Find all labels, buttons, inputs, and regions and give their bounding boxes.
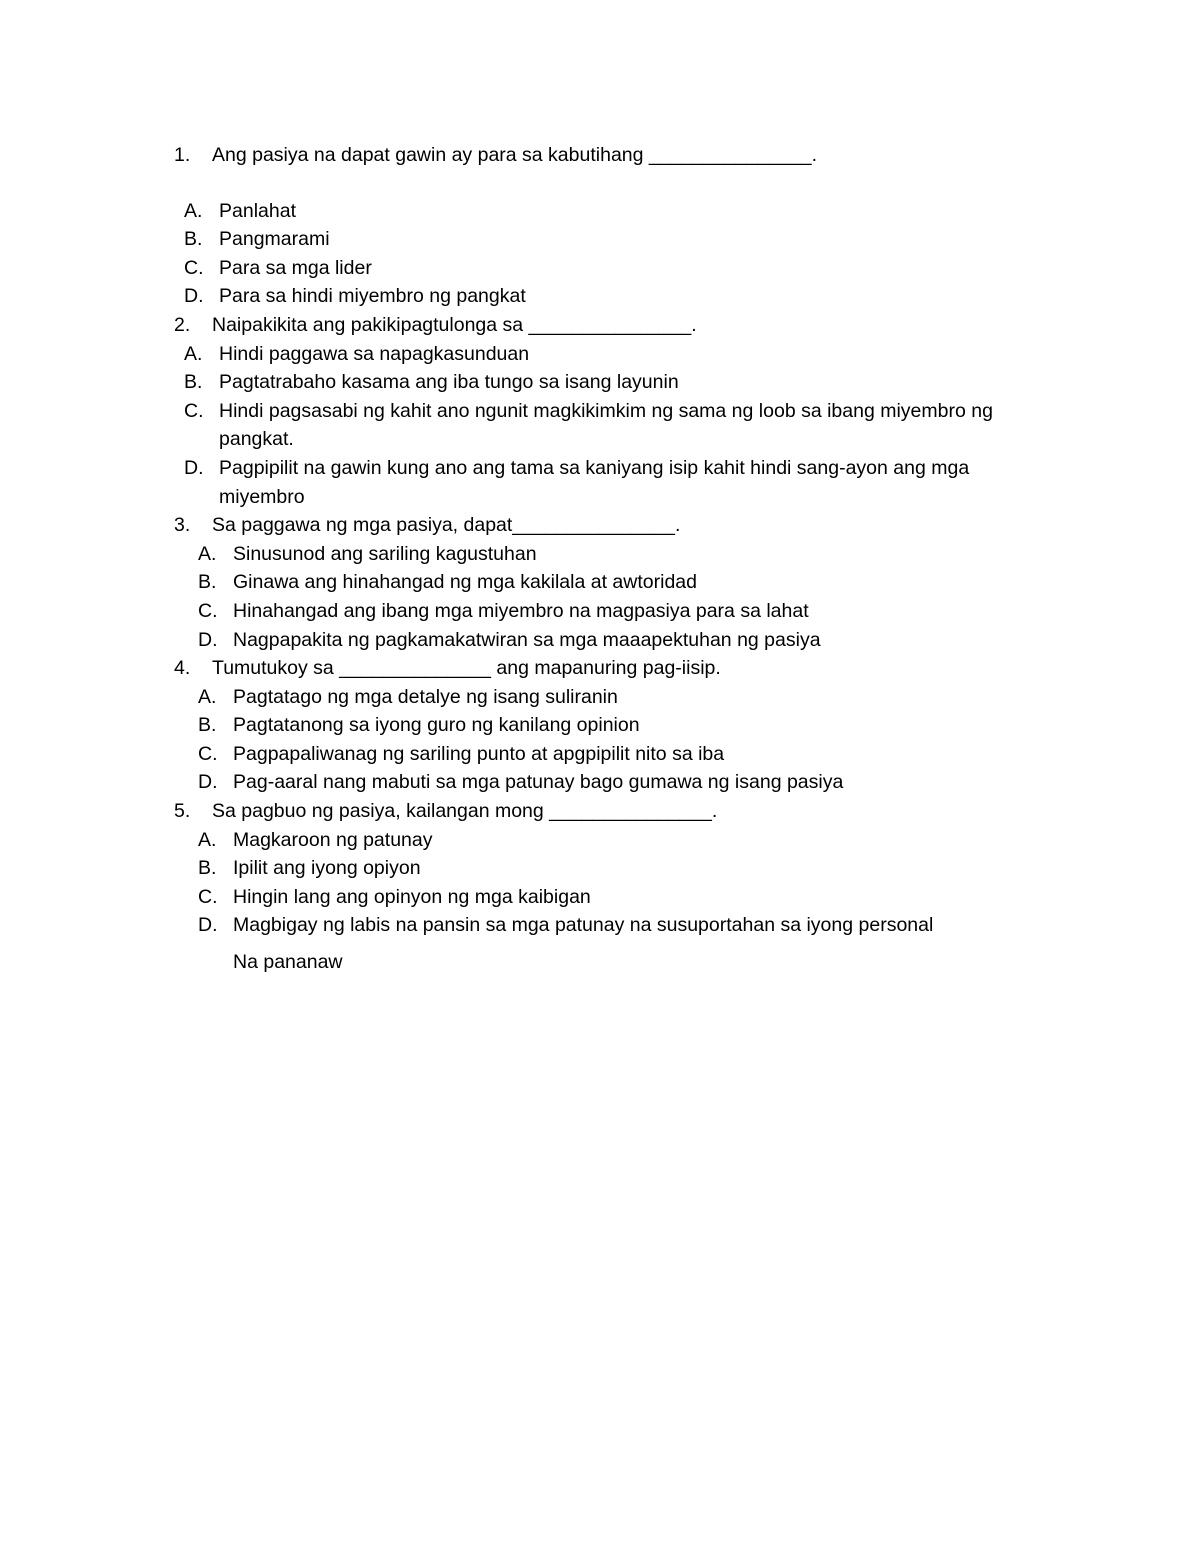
option-letter: B.	[184, 228, 203, 251]
option-2c	[174, 397, 1059, 454]
option-4c	[174, 740, 1054, 769]
question-number: 1.	[174, 144, 191, 166]
option-text: Pagpapaliwanag ng sariling punto at apgpipilit nito sa iba	[233, 742, 725, 765]
option-text: Nagpapakita ng pagkamakatwiran sa mga maaapektuhan ng pasiya	[233, 628, 821, 651]
question-2	[174, 311, 1054, 340]
option-text: Hindi pagsasabi ng kahit ano ngunit magkikimkim ng sama ng loob sa ibang miyembro ng pangkat.	[219, 399, 993, 451]
option-text: Pagtatago ng mga detalye ng isang suliranin	[233, 685, 618, 708]
question-3	[174, 511, 1054, 540]
option-1a	[174, 197, 1054, 226]
question-number: 2.	[174, 313, 191, 336]
option-5b	[174, 854, 1054, 883]
option-letter: D.	[184, 285, 204, 308]
option-4b	[174, 711, 1054, 740]
option-text: Sinusunod ang sariling kagustuhan	[233, 542, 537, 565]
option-letter: C.	[198, 599, 218, 622]
quiz-list	[174, 141, 1054, 977]
option-text: Hinahangad ang ibang mga miyembro na magpasiya para sa lahat	[233, 599, 809, 622]
option-letter: C.	[198, 885, 218, 908]
option-text: Ipilit ang iyong opiyon	[233, 857, 421, 880]
option-text: Pangmarami	[219, 228, 330, 251]
option-text: Pag-aaral nang mabuti sa mga patunay bago gumawa ng isang pasiya	[233, 771, 844, 794]
option-letter: A.	[184, 199, 203, 222]
option-5d	[174, 911, 1054, 940]
option-letter: D.	[198, 628, 218, 651]
question-4	[174, 654, 1054, 683]
option-letter: D.	[184, 456, 204, 479]
option-1d	[174, 282, 1054, 311]
option-text: Magkaroon ng patunay	[233, 828, 433, 851]
option-text: Hindi paggawa sa napagkasunduan	[219, 342, 530, 365]
option-letter: D.	[198, 914, 218, 937]
option-2d	[174, 454, 1059, 511]
option-3a	[174, 540, 1054, 569]
option-text: Ginawa ang hinahangad ng mga kakilala at awtoridad	[233, 571, 697, 594]
option-2a	[174, 340, 1054, 369]
option-text: Magbigay ng labis na pansin sa mga patunay na susuportahan sa iyong personal	[233, 914, 934, 937]
option-text: Pagtatanong sa iyong guro ng kanilang opinion	[233, 714, 640, 737]
option-letter: C.	[184, 399, 204, 422]
option-text: Pagpipilit na gawin kung ano ang tama sa kaniyang isip kahit hindi sang-ayon ang mga miyembro	[219, 456, 970, 508]
option-3d	[174, 626, 1054, 655]
question-number: 3.	[174, 514, 191, 537]
option-5d-continuation: Na pananaw	[233, 951, 343, 974]
option-text: Panlahat	[219, 199, 296, 222]
option-4a	[174, 683, 1054, 712]
option-5a	[174, 826, 1054, 855]
option-letter: A.	[184, 342, 203, 365]
option-4d	[174, 768, 1054, 797]
option-text: Para sa hindi miyembro ng pangkat	[219, 285, 526, 308]
option-text: Para sa mga lider	[219, 256, 372, 279]
option-letter: B.	[198, 857, 217, 880]
option-1b	[174, 225, 1054, 254]
question-text: Sa pagbuo ng pasiya, kailangan mong _______________.	[212, 800, 718, 823]
option-letter: B.	[184, 371, 203, 394]
question-text: Naipakikita ang pakikipagtulonga sa _______________.	[212, 313, 697, 336]
question-number: 4.	[174, 657, 191, 680]
option-letter: C.	[184, 256, 204, 279]
option-letter: B.	[198, 571, 217, 594]
option-letter: B.	[198, 714, 217, 737]
question-text: Ang pasiya na dapat gawin ay para sa kabutihang _______________.	[212, 144, 817, 166]
option-letter: D.	[198, 771, 218, 794]
option-letter: A.	[198, 828, 217, 851]
option-3c	[174, 597, 1054, 626]
option-5c	[174, 883, 1054, 912]
option-2b	[174, 368, 1054, 397]
option-text: Pagtatrabaho kasama ang iba tungo sa isang layunin	[219, 371, 679, 394]
question-text: Tumutukoy sa ______________ ang mapanuring pag-iisip.	[212, 657, 721, 680]
option-letter: A.	[198, 542, 217, 565]
option-letter: A.	[198, 685, 217, 708]
question-1	[174, 141, 1054, 170]
option-1c	[174, 254, 1054, 283]
question-text: Sa paggawa ng mga pasiya, dapat_______________.	[212, 514, 681, 537]
question-number: 5.	[174, 800, 191, 823]
option-3b	[174, 568, 1054, 597]
option-text: Hingin lang ang opinyon ng mga kaibigan	[233, 885, 591, 908]
option-letter: C.	[198, 742, 218, 765]
question-5	[174, 797, 1054, 826]
